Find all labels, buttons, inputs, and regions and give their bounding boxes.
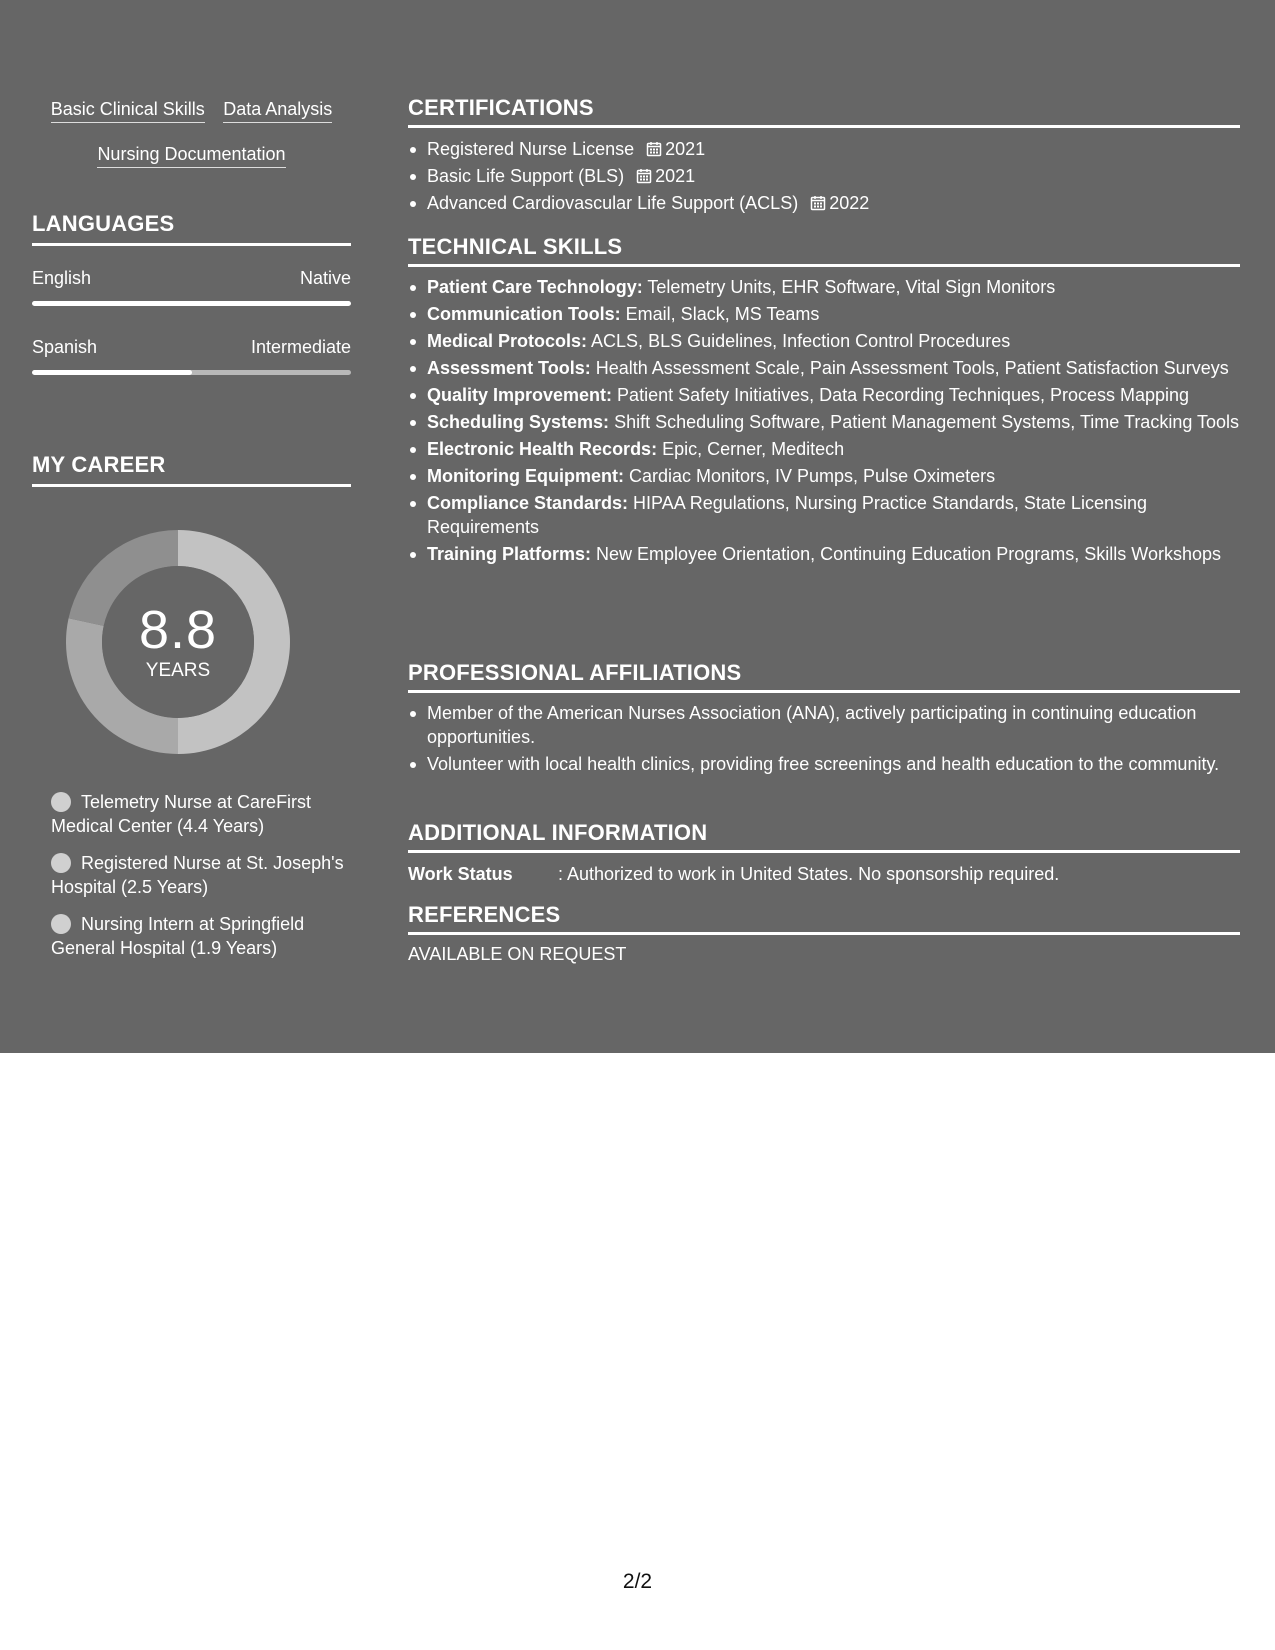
certification-name: Registered Nurse License	[427, 139, 635, 159]
bullet-dot-icon	[51, 853, 71, 873]
skill-tag: Data Analysis	[223, 98, 332, 123]
skill-label: Compliance Standards:	[427, 493, 629, 513]
certification-year: 2022	[829, 193, 870, 213]
skill-tags	[32, 88, 351, 178]
skill-item	[408, 302, 1240, 326]
skill-item	[408, 410, 1240, 434]
career-item-text: Nursing Intern at Springfield General Hospital (1.9 Years)	[51, 914, 305, 958]
language-row	[32, 337, 351, 375]
skill-item	[408, 356, 1240, 380]
technical-skills-heading: TECHNICAL SKILLS	[408, 234, 1240, 267]
language-level: Intermediate	[250, 337, 351, 357]
skill-label: Monitoring Equipment:	[427, 466, 624, 486]
skill-value: Telemetry Units, EHR Software, Vital Sign Monitors	[642, 277, 1056, 297]
skill-value: ACLS, BLS Guidelines, Infection Control Procedures	[587, 331, 1011, 351]
skill-item	[408, 383, 1240, 407]
affiliations-heading: PROFESSIONAL AFFILIATIONS	[408, 660, 1240, 693]
certification-year: 2021	[665, 139, 706, 159]
bullet-dot-icon	[51, 792, 71, 812]
career-list	[51, 790, 351, 973]
career-total-unit: YEARS	[145, 660, 211, 681]
certification-name: Advanced Cardiovascular Life Support (ACLS)	[427, 193, 799, 213]
language-level: Native	[299, 268, 351, 288]
language-name: English	[32, 268, 92, 288]
skill-label: Scheduling Systems:	[427, 412, 610, 432]
skill-value: New Employee Orientation, Continuing Education Programs, Skills Workshops	[591, 544, 1221, 564]
skill-value: Email, Slack, MS Teams	[620, 304, 820, 324]
additional-info-heading: ADDITIONAL INFORMATION	[408, 820, 1240, 853]
career-item	[51, 912, 351, 960]
certifications-list	[408, 137, 1240, 218]
affiliations-list	[408, 701, 1240, 779]
skill-value: Shift Scheduling Software, Patient Management Systems, Time Tracking Tools	[609, 412, 1240, 432]
language-proficiency-bar	[32, 301, 351, 306]
skill-item	[408, 464, 1240, 488]
language-name: Spanish	[32, 337, 98, 357]
skill-value: Health Assessment Scale, Pain Assessment Tools, Patient Satisfaction Surveys	[590, 358, 1229, 378]
certification-item	[408, 164, 1240, 188]
work-status-row	[408, 862, 1059, 886]
career-item	[51, 790, 351, 838]
references-heading: REFERENCES	[408, 902, 1240, 935]
certification-item	[408, 137, 1240, 161]
career-donut-chart	[66, 530, 290, 754]
career-item	[51, 851, 351, 899]
skill-value: Cardiac Monitors, IV Pumps, Pulse Oximeters	[623, 466, 996, 486]
career-item-text: Telemetry Nurse at CareFirst Medical Center (4.4 Years)	[51, 792, 312, 836]
skill-label: Patient Care Technology:	[427, 277, 643, 297]
language-proficiency-bar	[32, 370, 351, 375]
skill-label: Medical Protocols:	[427, 331, 588, 351]
affiliation-item: Member of the American Nurses Association (ANA), actively participating in continuing education opportunities.	[408, 701, 1240, 749]
skill-label: Communication Tools:	[427, 304, 621, 324]
skill-label: Electronic Health Records:	[427, 439, 658, 459]
language-proficiency-fill	[32, 301, 351, 306]
language-proficiency-fill	[32, 370, 192, 375]
certification-year: 2021	[655, 166, 696, 186]
donut-center	[66, 530, 290, 754]
skill-tag: Nursing Documentation	[97, 143, 285, 168]
bullet-dot-icon	[51, 914, 71, 934]
technical-skills-list	[408, 275, 1240, 569]
career-item-text: Registered Nurse at St. Joseph's Hospital (2.5 Years)	[51, 853, 344, 897]
skill-tag: Basic Clinical Skills	[51, 98, 205, 123]
language-row	[32, 268, 351, 306]
certifications-heading: CERTIFICATIONS	[408, 95, 1240, 128]
skill-value: HIPAA Regulations, Nursing Practice Standards, State Licensing Requirements	[427, 493, 1147, 537]
skill-label: Quality Improvement:	[427, 385, 613, 405]
certification-item	[408, 191, 1240, 215]
skill-item	[408, 542, 1240, 566]
skill-item	[408, 491, 1240, 539]
career-total-years: 8.8	[138, 600, 218, 660]
work-status-label: Work Status	[408, 864, 513, 884]
skill-item	[408, 437, 1240, 461]
calendar-icon	[810, 195, 826, 211]
calendar-icon	[636, 168, 652, 184]
skill-value: Epic, Cerner, Meditech	[657, 439, 845, 459]
career-heading: MY CAREER	[32, 452, 351, 487]
languages-heading: LANGUAGES	[32, 211, 351, 246]
page-number: 2/2	[622, 1570, 653, 1593]
calendar-icon	[646, 141, 662, 157]
affiliation-item: Volunteer with local health clinics, providing free screenings and health education to the community.	[408, 752, 1240, 776]
skill-value: Patient Safety Initiatives, Data Recording Techniques, Process Mapping	[612, 385, 1190, 405]
work-status-value: : Authorized to work in United States. No sponsorship required.	[558, 864, 1060, 884]
references-text: AVAILABLE ON REQUEST	[408, 944, 627, 964]
skill-item	[408, 275, 1240, 299]
skill-item	[408, 329, 1240, 353]
certification-name: Basic Life Support (BLS)	[427, 166, 625, 186]
skill-label: Assessment Tools:	[427, 358, 591, 378]
skill-label: Training Platforms:	[427, 544, 592, 564]
